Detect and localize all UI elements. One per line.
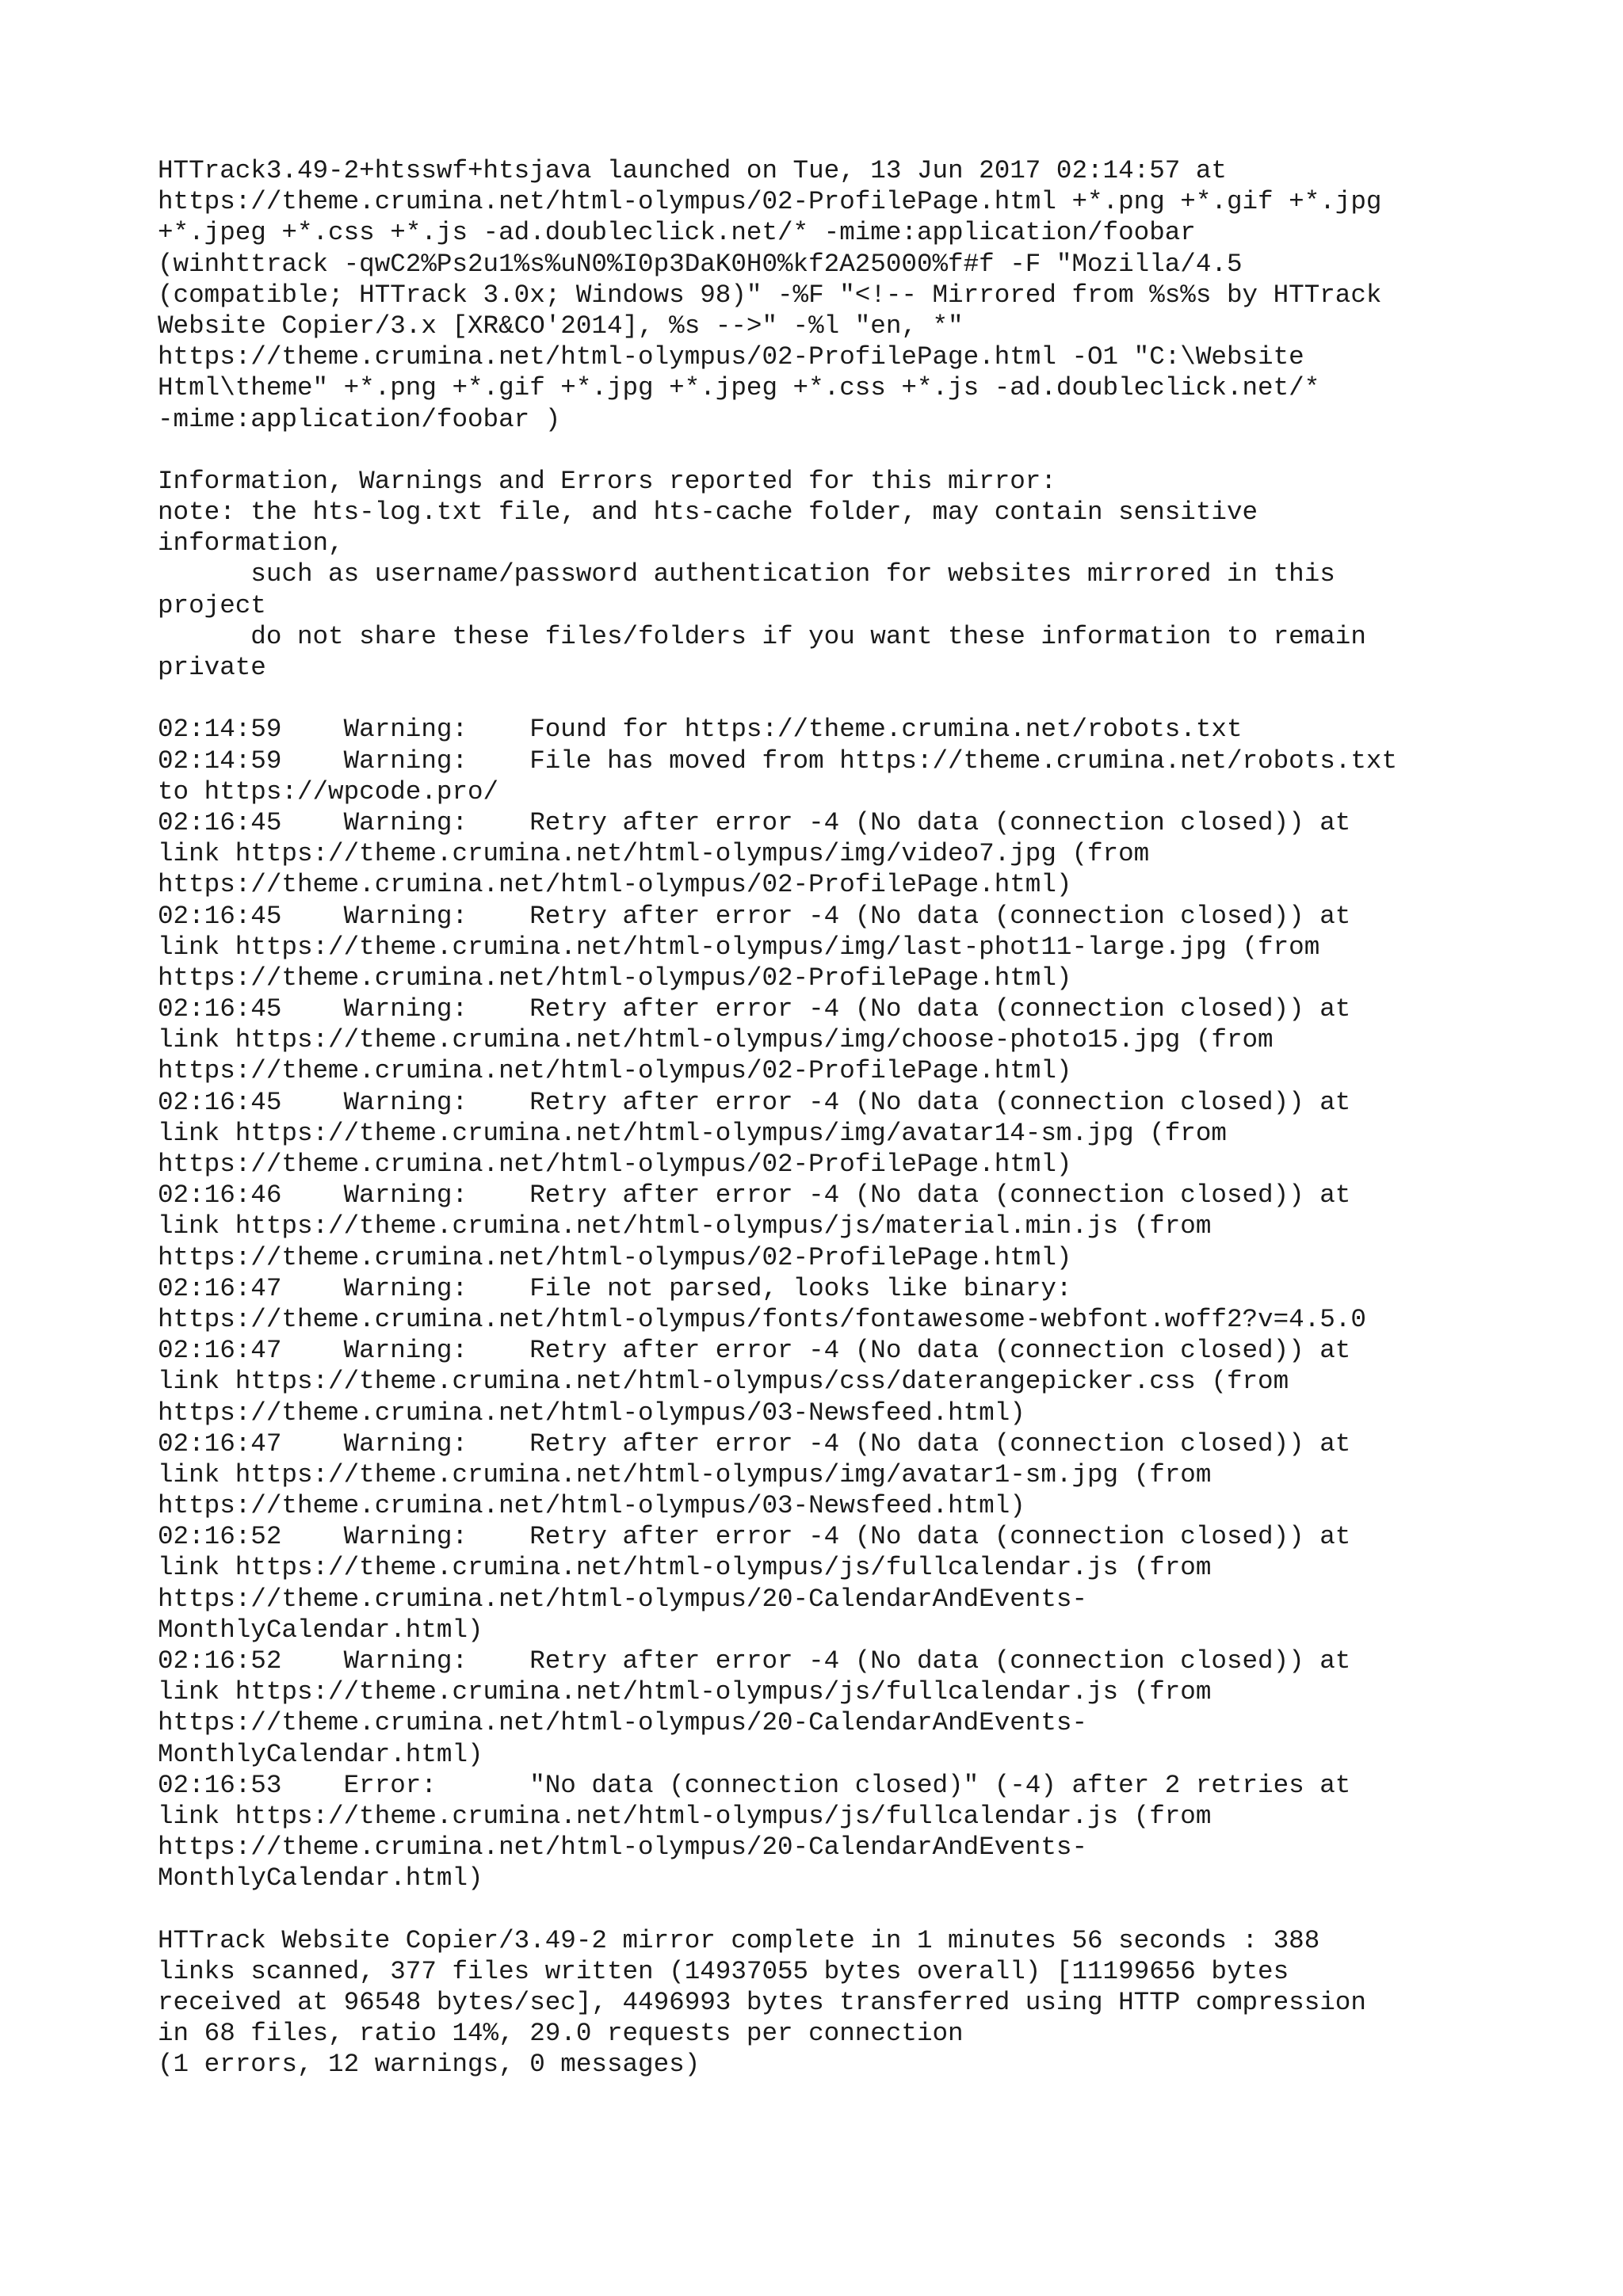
log-line: https://theme.crumina.net/html-olympus/02-ProfilePage.html) — [158, 963, 1072, 993]
spacer — [158, 1894, 1592, 1925]
log-line: link https://theme.crumina.net/html-olympus/js/material.min.js (from — [158, 1211, 1212, 1241]
log-line: 02:16:47 Warning: File not parsed, looks like binary: — [158, 1273, 1072, 1303]
text-line: -mime:application/foobar ) — [158, 404, 561, 434]
text-line: note: the hts-log.txt file, and hts-cache folder, may contain sensitive — [158, 498, 1258, 528]
text-line: project — [158, 590, 266, 620]
log-line: 02:16:45 Warning: Retry after error -4 (No data (connection closed)) at — [158, 994, 1351, 1024]
text-line: Html\theme" +*.png +*.gif +*.jpg +*.jpeg +*.css +*.js -ad.doubleclick.net/* — [158, 373, 1320, 403]
text-line: https://theme.crumina.net/html-olympus/02-ProfilePage.html +*.png +*.gif +*.jpg — [158, 187, 1382, 217]
log-line: 02:16:52 Warning: Retry after error -4 (No data (connection closed)) at — [158, 1522, 1351, 1552]
spacer — [158, 683, 1592, 714]
log-line: https://theme.crumina.net/html-olympus/20-CalendarAndEvents- — [158, 1584, 1088, 1614]
log-document — [158, 155, 1592, 2081]
text-line: information, — [158, 528, 344, 559]
log-line: 02:16:45 Warning: Retry after error -4 (No data (connection closed)) at — [158, 1087, 1351, 1117]
text-line: +*.jpeg +*.css +*.js -ad.doubleclick.net/* -mime:application/foobar — [158, 218, 1196, 248]
text-line: in 68 files, ratio 14%, 29.0 requests per connection — [158, 2019, 964, 2049]
log-line: https://theme.crumina.net/html-olympus/03-Newsfeed.html) — [158, 1398, 1025, 1428]
log-entries — [158, 714, 1592, 1894]
log-line: 02:16:45 Warning: Retry after error -4 (No data (connection closed)) at — [158, 901, 1351, 931]
text-line: (winhttrack -qwC2%Ps2u1%s%uN0%I0p3DaK0H0%kf2A25000%f#f -F "Mozilla/4.5 — [158, 249, 1243, 279]
log-line: MonthlyCalendar.html) — [158, 1615, 483, 1645]
log-line: link https://theme.crumina.net/html-olympus/img/last-phot11-large.jpg (from — [158, 932, 1320, 962]
mirror-summary — [158, 1925, 1592, 2081]
log-line: https://theme.crumina.net/html-olympus/20-CalendarAndEvents- — [158, 1833, 1088, 1863]
log-line: 02:16:46 Warning: Retry after error -4 (No data (connection closed)) at — [158, 1180, 1351, 1211]
log-line: https://theme.crumina.net/html-olympus/03-Newsfeed.html) — [158, 1491, 1025, 1521]
log-line: 02:16:52 Warning: Retry after error -4 (No data (connection closed)) at — [158, 1646, 1351, 1676]
log-line: link https://theme.crumina.net/html-olympus/js/fullcalendar.js (from — [158, 1801, 1212, 1831]
log-line: 02:14:59 Warning: File has moved from https://theme.crumina.net/robots.txt — [158, 746, 1398, 776]
log-line: MonthlyCalendar.html) — [158, 1739, 483, 1769]
text-line: https://theme.crumina.net/html-olympus/02-ProfilePage.html -O1 "C:\Website — [158, 342, 1304, 372]
log-line: 02:16:47 Warning: Retry after error -4 (No data (connection closed)) at — [158, 1336, 1351, 1366]
log-line: link https://theme.crumina.net/html-olympus/img/video7.jpg (from — [158, 839, 1150, 869]
log-line: link https://theme.crumina.net/html-olympus/js/fullcalendar.js (from — [158, 1553, 1212, 1583]
log-line: 02:14:59 Warning: Found for https://theme.crumina.net/robots.txt — [158, 715, 1243, 745]
log-line: 02:16:47 Warning: Retry after error -4 (No data (connection closed)) at — [158, 1428, 1351, 1459]
log-line: https://theme.crumina.net/html-olympus/02-ProfilePage.html) — [158, 1056, 1072, 1086]
log-line: link https://theme.crumina.net/html-olympus/js/fullcalendar.js (from — [158, 1677, 1212, 1707]
text-line: (compatible; HTTrack 3.0x; Windows 98)" -%F "<!-- Mirrored from %s%s by HTTrack — [158, 280, 1382, 310]
text-line: (1 errors, 12 warnings, 0 messages) — [158, 2050, 701, 2080]
spacer — [158, 435, 1592, 466]
text-line: such as username/password authentication for websites mirrored in this — [158, 559, 1335, 589]
text-line: received at 96548 bytes/sec], 4496993 bytes transferred using HTTP compression — [158, 1988, 1366, 2018]
text-line: Information, Warnings and Errors reported for this mirror: — [158, 466, 1056, 496]
log-line: to https://wpcode.pro/ — [158, 776, 499, 807]
text-line: links scanned, 377 files written (14937055 bytes overall) [11199656 bytes — [158, 1956, 1289, 1986]
launch-header — [158, 155, 1592, 435]
log-line: https://theme.crumina.net/html-olympus/02-ProfilePage.html) — [158, 870, 1072, 900]
log-line: link https://theme.crumina.net/html-olympus/img/avatar1-sm.jpg (from — [158, 1459, 1212, 1489]
text-line: HTTrack Website Copier/3.49-2 mirror complete in 1 minutes 56 seconds : 388 — [158, 1925, 1320, 1955]
log-line: 02:16:45 Warning: Retry after error -4 (No data (connection closed)) at — [158, 807, 1351, 837]
text-line: HTTrack3.49-2+htsswf+htsjava launched on Tue, 13 Jun 2017 02:14:57 at — [158, 156, 1227, 185]
log-line: https://theme.crumina.net/html-olympus/02-ProfilePage.html) — [158, 1242, 1072, 1272]
log-line: MonthlyCalendar.html) — [158, 1863, 483, 1894]
text-line: private — [158, 653, 266, 682]
info-notice — [158, 466, 1592, 683]
log-line: https://theme.crumina.net/html-olympus/20-CalendarAndEvents- — [158, 1708, 1088, 1738]
log-line: https://theme.crumina.net/html-olympus/02-ProfilePage.html) — [158, 1150, 1072, 1179]
log-line: link https://theme.crumina.net/html-olympus/img/avatar14-sm.jpg (from — [158, 1118, 1227, 1148]
text-line: Website Copier/3.x [XR&CO'2014], %s -->" -%l "en, *" — [158, 311, 964, 341]
log-line: link https://theme.crumina.net/html-olympus/img/choose-photo15.jpg (from — [158, 1025, 1274, 1055]
log-line: 02:16:53 Error: "No data (connection closed)" (-4) after 2 retries at — [158, 1770, 1351, 1800]
log-line: link https://theme.crumina.net/html-olympus/css/daterangepicker.css (from — [158, 1367, 1289, 1397]
log-line: https://theme.crumina.net/html-olympus/fonts/fontawesome-webfont.woff2?v=4.5.0 — [158, 1304, 1366, 1334]
text-line: do not share these files/folders if you want these information to remain — [158, 621, 1366, 651]
